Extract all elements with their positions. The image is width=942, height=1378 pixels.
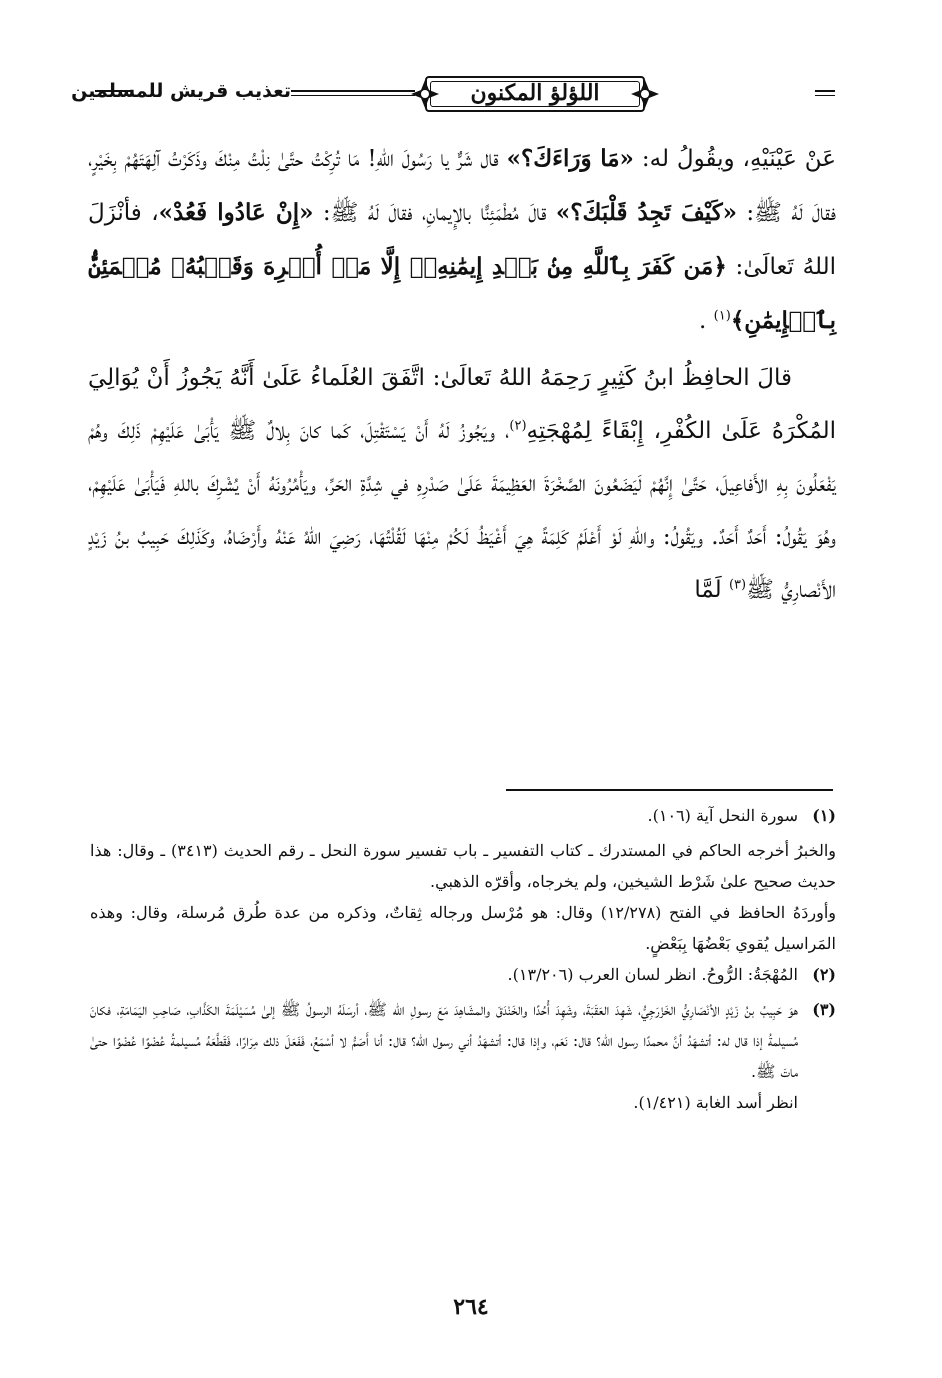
footnote-separator — [506, 789, 833, 791]
footnote-number: (٢) — [812, 965, 836, 984]
text-run: قال شَرٌّ يا رَسُولَ اللهِ! مَا تُرِكْتُ حتَّىٰ نِلْتُ مِنْكَ وذَكَرْتُ آلِهَتَهُمْ بِخَيْرٍ، فقالَ لَهُ ﷺ: — [88, 146, 836, 226]
main-text — [88, 132, 836, 617]
book-title-cartouche — [415, 68, 655, 120]
header-rule-left — [95, 90, 131, 96]
footnote-ref[interactable]: (١) — [713, 308, 731, 324]
footnote-3 — [90, 994, 836, 1118]
header-rule-right — [815, 90, 835, 96]
text-run: قالَ الحافِظُ ابنُ كَثِيرٍ رَحِمَهُ اللهُ تَعالَىٰ: اتَّفَقَ العُلَماءُ عَلَىٰ أَنَّهُ يَجُوزُ أَنْ يُوَالِيَ المُكْرَهُ عَلَىٰ الكُفْرِ، إِبْقَاءً لِمُهْجَتِهِ — [88, 365, 837, 444]
footnote-ref[interactable]: (٢) — [509, 418, 527, 434]
quran-verse: ﴿مَن كَفَرَ بِٱللَّهِ مِنۢ بَعۡدِ إِيمَٰنِهِۦٓ إِلَّا مَنۡ أُكۡرِهَ وَقَلۡبُهُۥ مُطۡمَئِنُّۢ بِٱلۡإِيمَٰنِ﴾ — [88, 253, 836, 334]
footnote-2 — [90, 959, 836, 990]
footnote-1 — [90, 800, 836, 831]
text-run: عَنْ عَيْنَيْهِ، ويقُولُ له: — [633, 146, 836, 172]
footnote-number: (٣) — [812, 1000, 836, 1019]
page-number: ٢٦٤ — [453, 1294, 489, 1320]
footnote-line: هوَ حَبِيبُ بنُ زَيْدٍ الأنْصَارِيُّ الخَزْرَجِيُّ، شَهِدَ العَقَبَةَ، وشَهِدَ أُحُدًا والخَنْدَقَ والمشَاهِدَ مَعَ رسولِ الله ﷺ، أرسَلَهُ الرسولُ ﷺ إلىٰ مُسَيْلَمَةَ الكَذَّابِ، صَاحِبِ اليَمَامَةِ، فكانَ مُسيلمةُ إذا قال له: أتشهَدُ أنَّ محمدًا رسول الله؟ قال: نَعَم، وإذا قال: أتشهَدُ أني رسول الله؟ قال: أنا أَصَمُّ لا أسْمَعُ، فَفَعَلَ ذلك مِرَارًا، فَقَطَّعَهُ مُسيلمةُ عُضْوًا عُضْوًا حتىٰ ماتَ ﷺ. — [90, 1000, 798, 1081]
prophet-quote: «مَا وَرَاءَكَ؟» — [506, 145, 634, 172]
ornament-icon — [629, 78, 661, 110]
footnote-line: سورة النحل آية (١٠٦). — [647, 806, 798, 825]
section-title: تعذيب قريش للمسلمين — [71, 80, 291, 102]
footnote-line: انظر أسد الغابة (١/٤٢١). — [633, 1093, 798, 1112]
text-run: ، ويَجُوزُ لَهُ أَنْ يَسْتَقْتِلَ، كَما كانَ بِلالٌ ﷺ يَأْبَىٰ عَلَيْهِمْ ذَلِكَ وهُمْ يَفْعَلُونَ بِهِ الأَفاعِيلَ، حَتَّىٰ إِنَّهُمْ لَيَضَعُونَ الصَّخْرَةَ العَظِيمَةَ عَلَىٰ صَدْرِهِ في شِدَّةِ الحَرِّ، ويَأْمُرُونَهُ أَنْ يُشْرِكَ باللهِ فَيَأْبَىٰ عَلَيْهِمْ، وهُوَ يَقُولُ: أَحَدٌ أَحَدٌ. ويَقُولُ: واللهِ لَوْ أَعْلَمُ كَلِمَةً هِيَ أَغْيَظُ لَكُمْ مِنْهَا لَقُلْتُهَا، رَضِيَ اللهُ عَنْهُ وأَرْضَاهُ، وكَذَلِكَ حَبِيبُ بنُ زَيْدٍ الأَنْصارِيُّ ﷺ — [88, 418, 836, 603]
text-run: قالَ مُطْمَئِنًّا بالإِيمانِ، فقالَ لَهُ ﷺ: — [313, 200, 556, 226]
book-title: اللؤلؤ المكنون — [470, 80, 600, 106]
text-run: لَمَّا — [694, 577, 729, 603]
footnote-line: والخبرُ أخرجه الحاكم في المستدرك ـ كتاب التفسير ـ باب تفسير سورة النحل ـ رقم الحديث (٣٤١٣) ـ وقال: هذا حديث صحيح علىٰ شَرْط الشيخين، ولم يخرجاه، وأقرّه الذهبي. — [90, 841, 837, 891]
text-run: . — [699, 308, 714, 334]
paragraph-1 — [88, 132, 836, 348]
running-header — [71, 62, 835, 126]
footnote-line: وأوردَهُ الحافظ في الفتح (١٢/٢٧٨) وقال: هو مُرْسل ورجاله ثِقاتٌ، وذكره من عدة طُرق مُرسلة، وقال: وهذه المَراسيل يُقوي بَعْضُهَا بِبَعْضٍ. — [90, 903, 836, 953]
text-run: ، فأنْزَلَ اللهُ تَعالَىٰ: — [88, 200, 836, 280]
prophet-quote: «كَيْفَ تَجِدُ قَلْبَكَ؟» — [555, 199, 738, 226]
footnotes — [90, 800, 836, 1122]
footnote-line: المُهْجَةُ: الرُّوحُ. انظر لسان العرب (١٣/٢٠٦). — [507, 965, 798, 984]
footnote-ref[interactable]: (٣) — [728, 577, 747, 593]
header-rule-middle — [291, 90, 415, 96]
footnote-number: (١) — [812, 806, 836, 825]
prophet-quote: «إِنْ عَادُوا فَعُدْ» — [158, 199, 314, 226]
paragraph-2 — [88, 352, 836, 617]
